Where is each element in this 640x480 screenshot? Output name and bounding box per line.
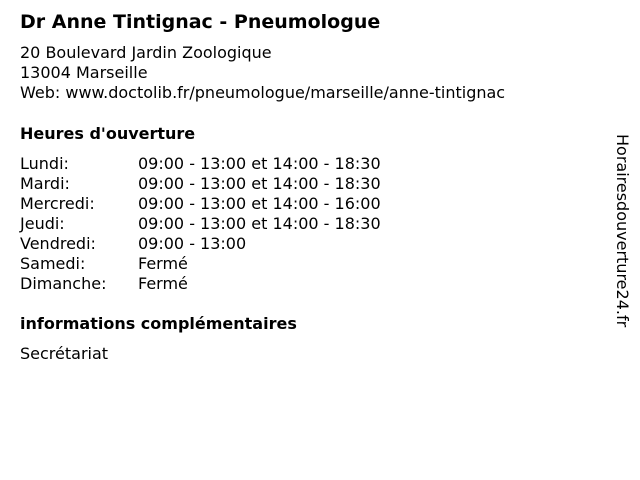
info-heading: informations complémentaires [20,314,297,333]
hours-row-sunday [20,274,381,294]
hours-heading: Heures d'ouverture [20,124,196,143]
time-value: Fermé [138,274,188,293]
address-street: 20 Boulevard Jardin Zoologique [20,43,272,62]
hours-row-friday [20,234,381,254]
address-city: 13004 Marseille [20,63,148,82]
hours-row-wednesday [20,194,381,214]
site-watermark: Horairesdouverture24.fr [613,134,632,328]
page-title: Dr Anne Tintignac - Pneumologue [20,11,381,33]
day-label: Mardi: [20,174,70,193]
opening-hours-list [20,154,381,294]
time-value: 09:00 - 13:00 et 14:00 - 16:00 [138,194,381,213]
address-block [20,43,505,103]
day-label: Dimanche: [20,274,107,293]
day-label: Samedi: [20,254,86,273]
hours-row-monday [20,154,381,174]
info-text: Secrétariat [20,344,109,363]
time-value: 09:00 - 13:00 et 14:00 - 18:30 [138,154,381,173]
day-label: Mercredi: [20,194,95,213]
website-line: Web: www.doctolib.fr/pneumologue/marseille/anne-tintignac [20,83,506,102]
hours-row-saturday [20,254,381,274]
time-value: 09:00 - 13:00 et 14:00 - 18:30 [138,214,381,233]
day-label: Jeudi: [20,214,65,233]
time-value: 09:00 - 13:00 et 14:00 - 18:30 [138,174,381,193]
hours-row-tuesday [20,174,381,194]
day-label: Lundi: [20,154,69,173]
hours-row-thursday [20,214,381,234]
day-label: Vendredi: [20,234,96,253]
time-value: 09:00 - 13:00 [138,234,247,253]
time-value: Fermé [138,254,188,273]
